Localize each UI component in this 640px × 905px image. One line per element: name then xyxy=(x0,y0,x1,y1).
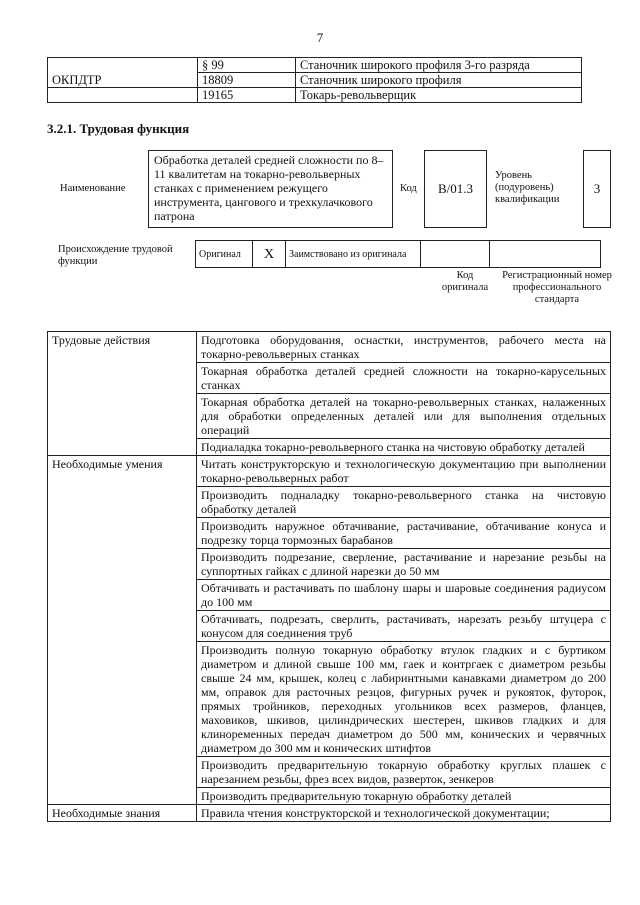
okpdtr-label xyxy=(48,58,198,73)
okpdtr-title: Станочник широкого профиля 3-го разряда xyxy=(296,58,582,73)
table-cell-item: Производить полную токарную обработку втулок гладких и с буртиком диаметром и длиной свыше 100 мм, гаек и контргаек с диаметром резьбы свыше 24 мм, крышек, колец с лабиринтными канавками диаметром до 200 мм, оправок для расточных резцов, фигурных ручек и рукояток, футорок, прямых тройников, переходных угольников всех размеров, фланцев, маховиков, шкивов, цилиндрических шестерен, шкивов гладких и для клиноременных передач диаметром до 500 мм, конических и червячных диаметром до 300 мм и конических штифтов xyxy=(197,642,611,757)
borrowed-label: Заимствовано из оригинала xyxy=(286,241,421,268)
okpdtr-label: ОКПДТР xyxy=(48,73,198,88)
level-label: Уровень (подуровень) квалификации xyxy=(495,170,560,205)
function-name-box: Обработка деталей средней сложности по 8–11 квалитетам на токарно-револьверных станках с применением режущего инструмента, цангового и трехкулачкового патрона xyxy=(148,150,393,228)
table-cell-item: Производить подналадку токарно-револьверного станка на чистовую обработку деталей xyxy=(197,487,611,518)
okpdtr-label xyxy=(48,88,198,103)
okpdtr-title: Станочник широкого профиля xyxy=(296,73,582,88)
function-code-box: B/01.3 xyxy=(424,150,487,228)
table-cell-item: Правила чтения конструкторской и технологической документации; xyxy=(197,805,611,822)
original-mark: X xyxy=(253,241,286,268)
original-code-cell xyxy=(421,241,490,268)
table-cell-item: Подиаладка токарно-револьверного станка на чистовую обработку деталей xyxy=(197,439,611,456)
okpdtr-title: Токарь-револьверщик xyxy=(296,88,582,103)
labor-function-table xyxy=(47,331,611,822)
group-title: Трудовые действия xyxy=(48,332,197,456)
table-cell-item: Обтачивать, подрезать, сверлить, растачивать, нарезать резьбу штуцера с конусом для соединения труб xyxy=(197,611,611,642)
okpdtr-table xyxy=(47,57,582,103)
table-cell-item: Токарная обработка деталей средней сложности на токарно-карусельных станках xyxy=(197,363,611,394)
table-row xyxy=(48,456,611,487)
table-cell-item: Производить подрезание, сверление, растачивание и нарезание резьбы на суппортных гайках с длиной нарезки до 50 мм xyxy=(197,549,611,580)
name-label: Наименование xyxy=(60,183,126,194)
group-title: Необходимые знания xyxy=(48,805,197,822)
table-cell-item: Читать конструкторскую и технологическую документацию при выполнении токарно-револьверных работ xyxy=(197,456,611,487)
section-title: 3.2.1. Трудовая функция xyxy=(47,121,190,136)
qualification-level-box: 3 xyxy=(583,150,611,228)
okpdtr-code: § 99 xyxy=(198,58,296,73)
table-cell-item: Производить предварительную токарную обработку деталей xyxy=(197,788,611,805)
table-cell-item: Токарная обработка деталей на токарно-револьверных станках, налаженных для обработки определенных деталей или для выполнения отдельных операций xyxy=(197,394,611,439)
okpdtr-row xyxy=(48,58,582,73)
table-cell-item: Обтачивать и растачивать по шаблону шары и шаровые соединения радиусом до 100 мм xyxy=(197,580,611,611)
table-row xyxy=(48,805,611,822)
okpdtr-code: 18809 xyxy=(198,73,296,88)
table-cell-item: Производить наружное обтачивание, растачивание, обтачивание конуса и подрезку торца тормозных барабанов xyxy=(197,518,611,549)
reg-caption: Регистрационный номер профессионального стандарта xyxy=(502,270,612,305)
table-cell-item: Подготовка оборудования, оснастки, инструментов, рабочего места на токарно-револьверных станках xyxy=(197,332,611,363)
okpdtr-row xyxy=(48,73,582,88)
table-row xyxy=(48,332,611,363)
original-label: Оригинал xyxy=(196,241,253,268)
okpdtr-row xyxy=(48,88,582,103)
table-cell-item: Производить предварительную токарную обработку круглых плашек с нарезанием резьбы, фрез всех видов, разверток, зенкеров xyxy=(197,757,611,788)
origin-label: Происхождение трудовой функции xyxy=(58,244,173,267)
registration-number-cell xyxy=(490,241,601,268)
code-caption: Код оригинала xyxy=(441,270,489,293)
group-title: Необходимые умения xyxy=(48,456,197,805)
page-number: 7 xyxy=(316,30,324,45)
okpdtr-code: 19165 xyxy=(198,88,296,103)
code-label: Код xyxy=(400,183,417,194)
origin-table xyxy=(195,240,601,268)
